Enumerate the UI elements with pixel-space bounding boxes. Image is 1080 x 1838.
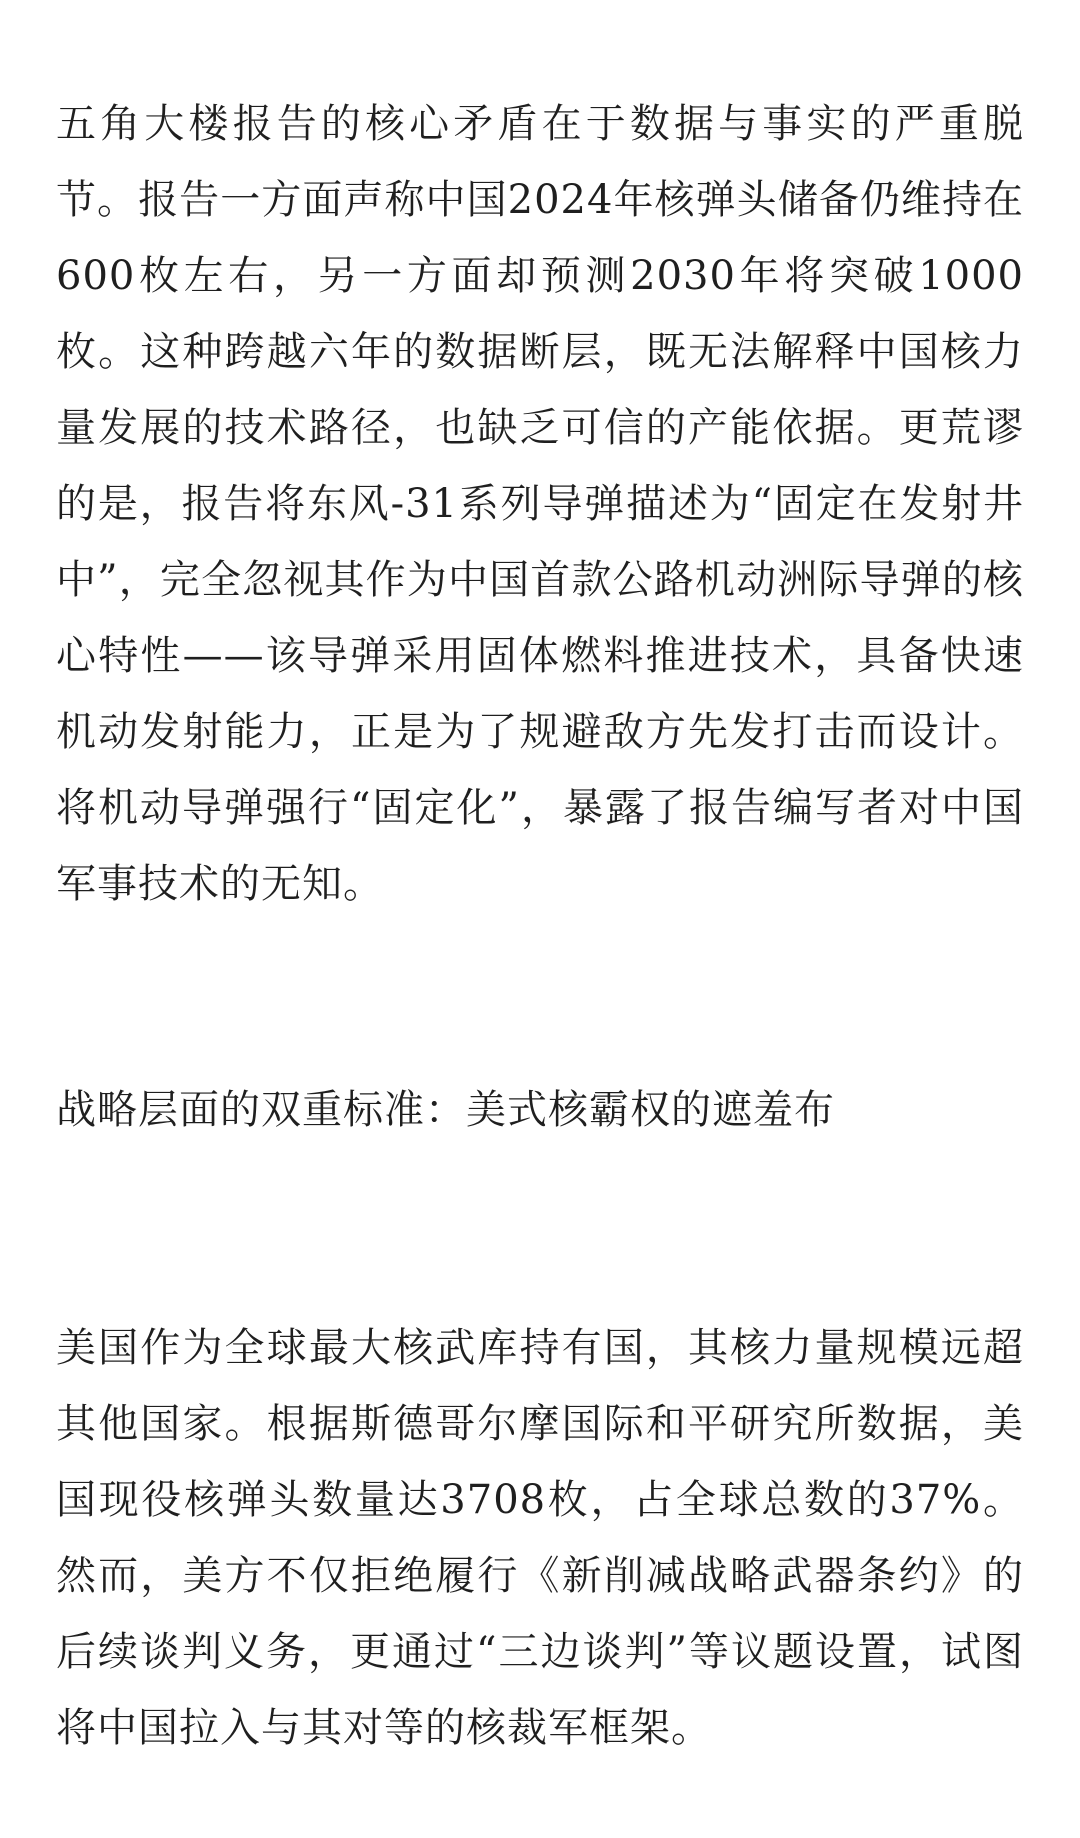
article-body: [56, 86, 1024, 1766]
paragraph-spacer: [56, 1148, 1024, 1310]
article-paragraph-2: 美国作为全球最大核武库持有国，其核力量规模远超其他国家。根据斯德哥尔摩国际和平研究所数据，美国现役核弹头数量达3708枚，占全球总数的37%。然而，美方不仅拒绝履行《新削减战略武器条约》的后续谈判义务，更通过“三边谈判”等议题设置，试图将中国拉入与其对等的核裁军框架。: [56, 1325, 1024, 1751]
section-heading: 战略层面的双重标准：美式核霸权的遮羞布: [56, 1087, 835, 1133]
paragraph-spacer: [56, 922, 1024, 1072]
article-paragraph-1: 五角大楼报告的核心矛盾在于数据与事实的严重脱节。报告一方面声称中国2024年核弹头储备仍维持在600枚左右，另一方面却预测2030年将突破1000枚。这种跨越六年的数据断层，既无法解释中国核力量发展的技术路径，也缺乏可信的产能依据。更荒谬的是，报告将东风-31系列导弹描述为“固定在发射井中”，完全忽视其作为中国首款公路机动洲际导弹的核心特性——该导弹采用固体燃料推进技术，具备快速机动发射能力，正是为了规避敌方先发打击而设计。将机动导弹强行“固定化”，暴露了报告编写者对中国军事技术的无知。: [56, 101, 1024, 907]
